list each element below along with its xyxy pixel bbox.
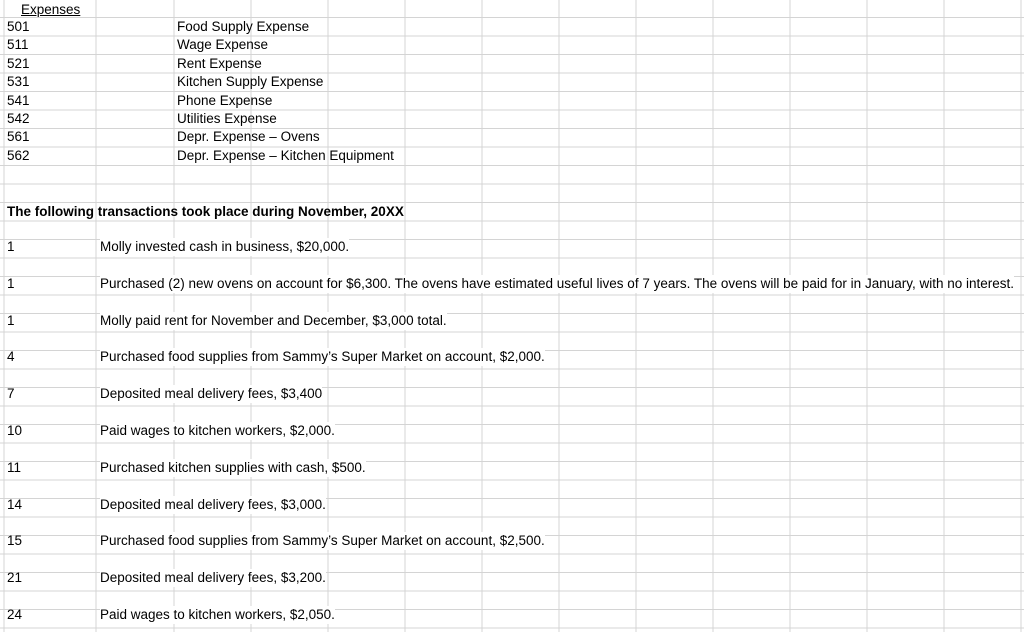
transaction-day[interactable]: 21: [7, 570, 23, 586]
transaction-day[interactable]: 14: [7, 496, 23, 512]
transaction-description[interactable]: Purchased kitchen supplies with cash, $500.: [100, 459, 366, 475]
account-number[interactable]: 561: [7, 129, 30, 145]
transaction-description[interactable]: Paid wages to kitchen workers, $2,000.: [100, 423, 335, 438]
transaction-day[interactable]: 1: [7, 275, 15, 291]
transaction-description[interactable]: Deposited meal delivery fees, $3,200.: [100, 570, 326, 586]
account-number[interactable]: 501: [7, 19, 30, 34]
account-number[interactable]: 562: [7, 147, 30, 163]
transaction-description[interactable]: Molly invested cash in business, $20,000.: [100, 239, 350, 254]
transaction-description[interactable]: Purchased (2) new ovens on account for $6,300. The ovens have estimated useful lives of 7 years. The ovens will be paid for in January, with no interest.: [100, 275, 1015, 291]
account-name[interactable]: Depr. Expense – Ovens: [177, 129, 320, 145]
account-name[interactable]: Kitchen Supply Expense: [177, 74, 324, 90]
transaction-day[interactable]: 1: [7, 239, 15, 254]
expenses-header[interactable]: Expenses: [21, 2, 81, 17]
account-name[interactable]: Food Supply Expense: [177, 19, 310, 34]
transaction-description[interactable]: Purchased food supplies from Sammy’s Super Market on account, $2,000.: [100, 349, 545, 365]
transaction-day[interactable]: 11: [7, 459, 22, 475]
account-name[interactable]: Wage Expense: [177, 37, 269, 53]
transaction-description[interactable]: Deposited meal delivery fees, $3,000.: [100, 496, 326, 512]
transaction-description[interactable]: Purchased food supplies from Sammy’s Super Market on account, $2,500.: [100, 533, 545, 549]
transaction-description[interactable]: Paid wages to kitchen workers, $2,050.: [100, 607, 335, 622]
account-number[interactable]: 511: [7, 37, 29, 53]
account-number[interactable]: 541: [7, 92, 30, 108]
transaction-day[interactable]: 4: [7, 349, 15, 365]
transaction-day[interactable]: 24: [7, 607, 23, 622]
transaction-day[interactable]: 10: [7, 423, 23, 438]
account-name[interactable]: Rent Expense: [177, 55, 262, 71]
transaction-day[interactable]: 7: [7, 386, 15, 402]
transaction-description[interactable]: Deposited meal delivery fees, $3,400: [100, 386, 323, 402]
account-number[interactable]: 521: [7, 55, 30, 71]
account-name[interactable]: Utilities Expense: [177, 111, 277, 126]
account-name[interactable]: Depr. Expense – Kitchen Equipment: [177, 147, 394, 163]
account-number[interactable]: 542: [7, 111, 30, 126]
account-name[interactable]: Phone Expense: [177, 92, 273, 108]
transaction-day[interactable]: 1: [7, 312, 15, 328]
transaction-day[interactable]: 15: [7, 533, 23, 549]
account-number[interactable]: 531: [7, 74, 30, 90]
transaction-description[interactable]: Molly paid rent for November and December, $3,000 total.: [100, 312, 447, 328]
transactions-heading[interactable]: The following transactions took place during November, 20XX: [7, 204, 404, 219]
